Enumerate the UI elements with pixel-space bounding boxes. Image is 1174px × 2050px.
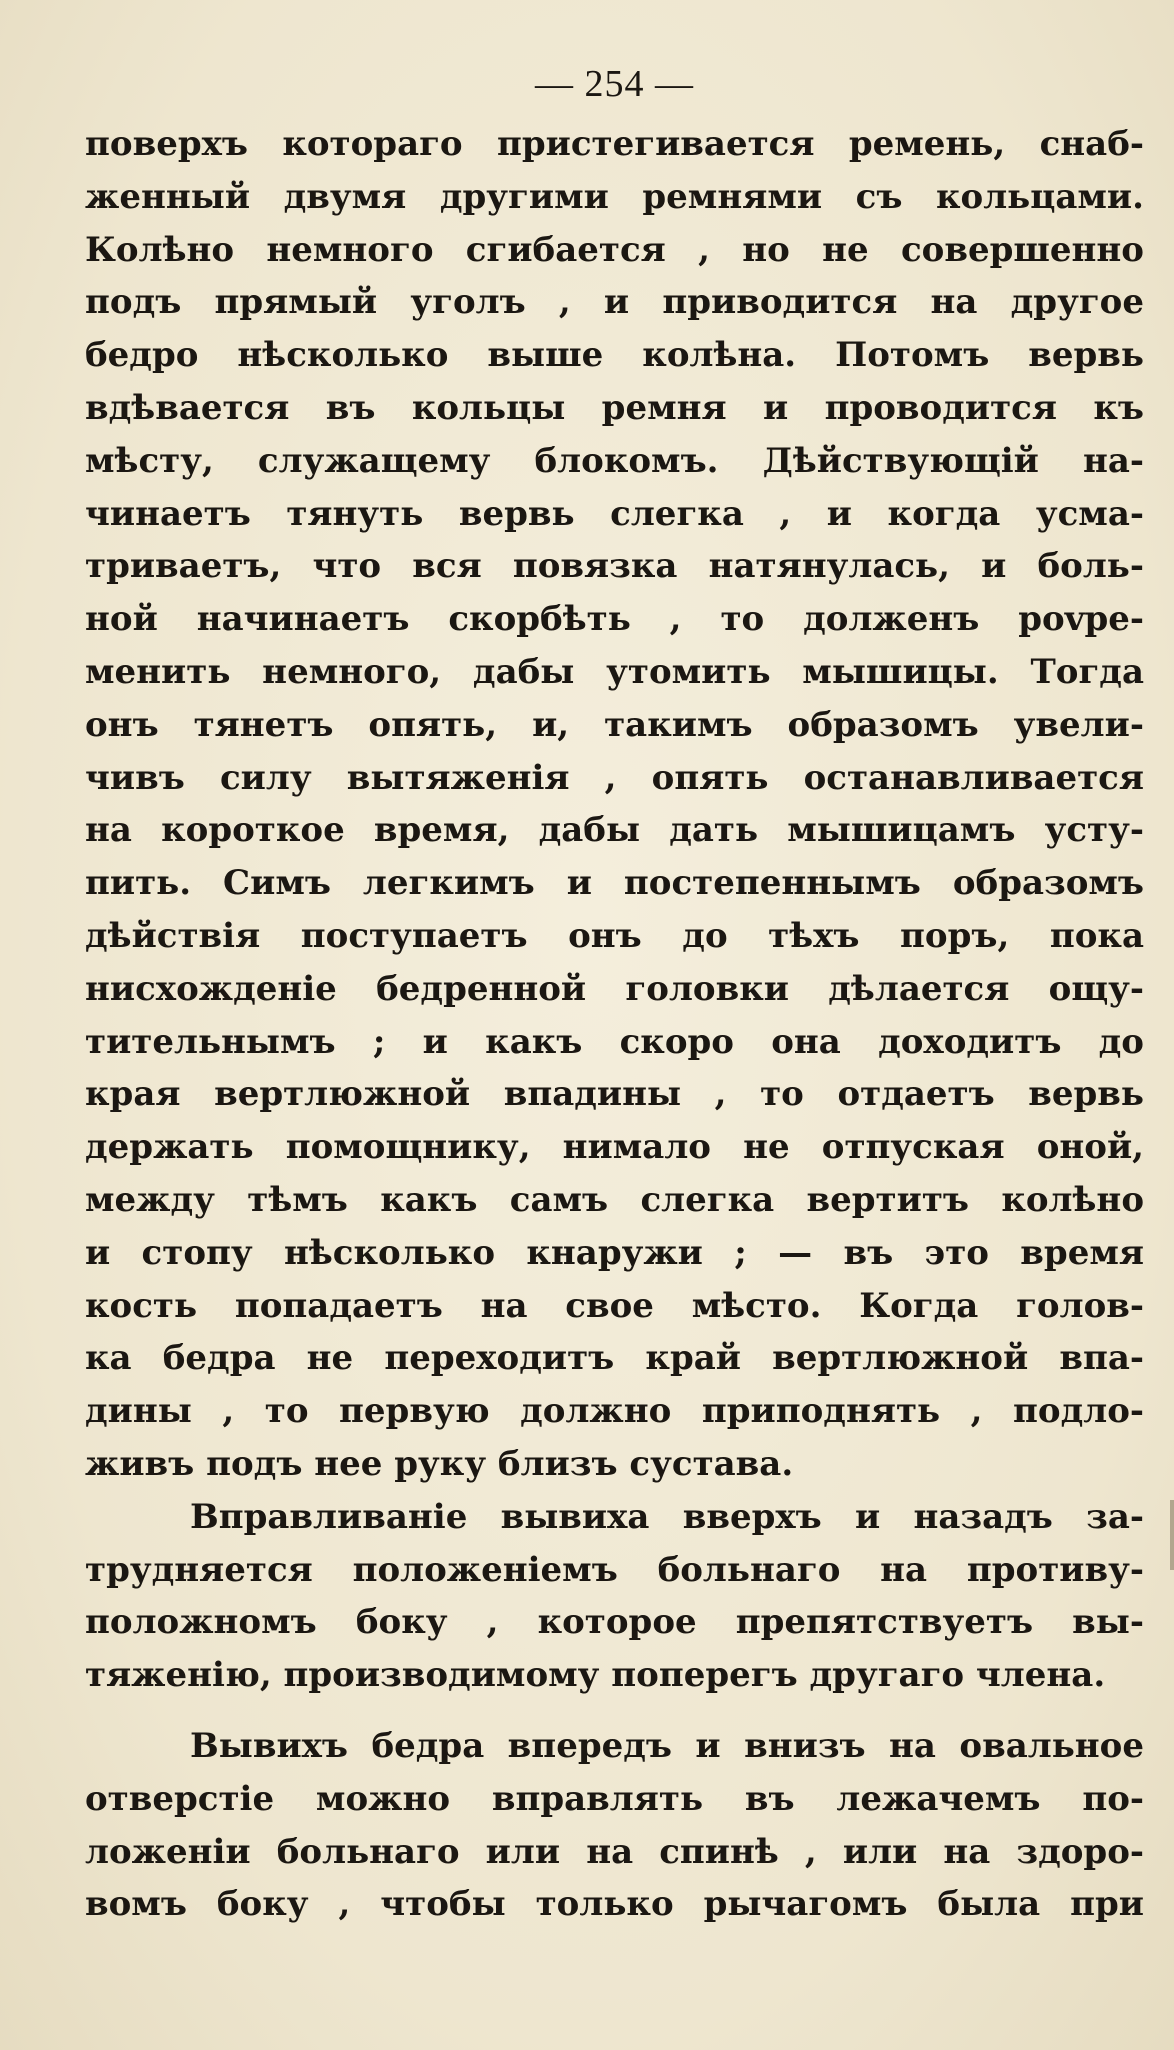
paragraph-3: [85, 1720, 1144, 1931]
text-line: ной начинаетъ скорбѣть , то долженъ povре-: [85, 599, 1144, 640]
text-line: и стопу нѣсколько кнаружи ; — въ это время: [85, 1232, 1144, 1273]
text-line: кость попадаетъ на свое мѣсто. Когда голов-: [85, 1285, 1144, 1326]
scan-edge-mark: [1170, 1500, 1174, 1570]
text-line: дѣйствія поступаетъ онъ до тѣхъ поръ, пока: [85, 915, 1144, 956]
text-line: держать помощнику, нимало не отпуская оной,: [85, 1127, 1144, 1168]
text-line: нисхожденіе бедренной головки дѣлается ощу-: [85, 968, 1144, 1009]
text-line: тительнымъ ; и какъ скоро она доходитъ до: [85, 1021, 1144, 1062]
text-line: ка бедра не переходитъ край вертлюжной впа-: [85, 1338, 1144, 1379]
text-line: дины , то первую должно приподнять , подло-: [85, 1391, 1144, 1432]
text-line: чивъ силу вытяженія , опять останавливается: [85, 757, 1144, 798]
text-line: мѣсту, служащему блокомъ. Дѣйствующій на-: [85, 440, 1144, 481]
text-line: триваетъ, что вся повязка натянулась, и боль-: [85, 546, 1144, 587]
text-line: онъ тянетъ опять, и, такимъ образомъ увели-: [85, 704, 1144, 745]
text-line: поверхъ котораго пристегивается ремень, снаб-: [85, 124, 1144, 164]
text-line: бедро нѣсколько выше колѣна. Потомъ вервь: [85, 335, 1144, 376]
text-line: женный двумя другими ремнями съ кольцами.: [85, 176, 1144, 217]
text-line: вдѣвается въ кольцы ремня и проводится къ: [85, 387, 1144, 428]
text-line: тяженію, производимому поперегъ другаго члена.: [85, 1655, 1106, 1696]
paragraph-2: [85, 1491, 1144, 1702]
text-line: живъ подъ нее руку близъ сустава.: [85, 1443, 794, 1484]
text-line: вомъ боку , чтобы только рычагомъ была при: [85, 1884, 1144, 1925]
text-line: подъ прямый уголъ , и приводится на другое: [85, 282, 1144, 323]
text-line: отверстіе можно вправлять въ лежачемъ по-: [85, 1778, 1144, 1819]
text-line: ложеніи больнаго или на спинѣ , или на здоро-: [85, 1831, 1144, 1872]
text-line: чинаетъ тянуть вервь слегка , и когда усма-: [85, 493, 1144, 534]
text-line: между тѣмъ какъ самъ слегка вертитъ колѣно: [85, 1179, 1144, 1220]
text-line: края вертлюжной впадины , то отдаетъ вервь: [85, 1074, 1144, 1115]
paragraph-1: [85, 118, 1144, 1491]
text-line: менить немного, дабы утомить мышицы. Тогда: [85, 651, 1144, 692]
text-line: Колѣно немного сгибается , но не совершенно: [85, 229, 1144, 270]
text-line: на короткое время, дабы дать мышицамъ усту-: [85, 810, 1144, 851]
text-line: Вывихъ бедра впередъ и внизъ на овальное: [190, 1725, 1144, 1766]
text-line: положномъ боку , которое препятствуетъ вы-: [85, 1602, 1144, 1643]
page-number: — 254 —: [535, 63, 694, 105]
text-line: трудняется положеніемъ больнаго на противу-: [85, 1549, 1144, 1590]
text-line: Вправливаніе вывиха вверхъ и назадъ за-: [190, 1496, 1144, 1537]
text-line: пить. Симъ легкимъ и постепеннымъ образомъ: [85, 863, 1144, 904]
